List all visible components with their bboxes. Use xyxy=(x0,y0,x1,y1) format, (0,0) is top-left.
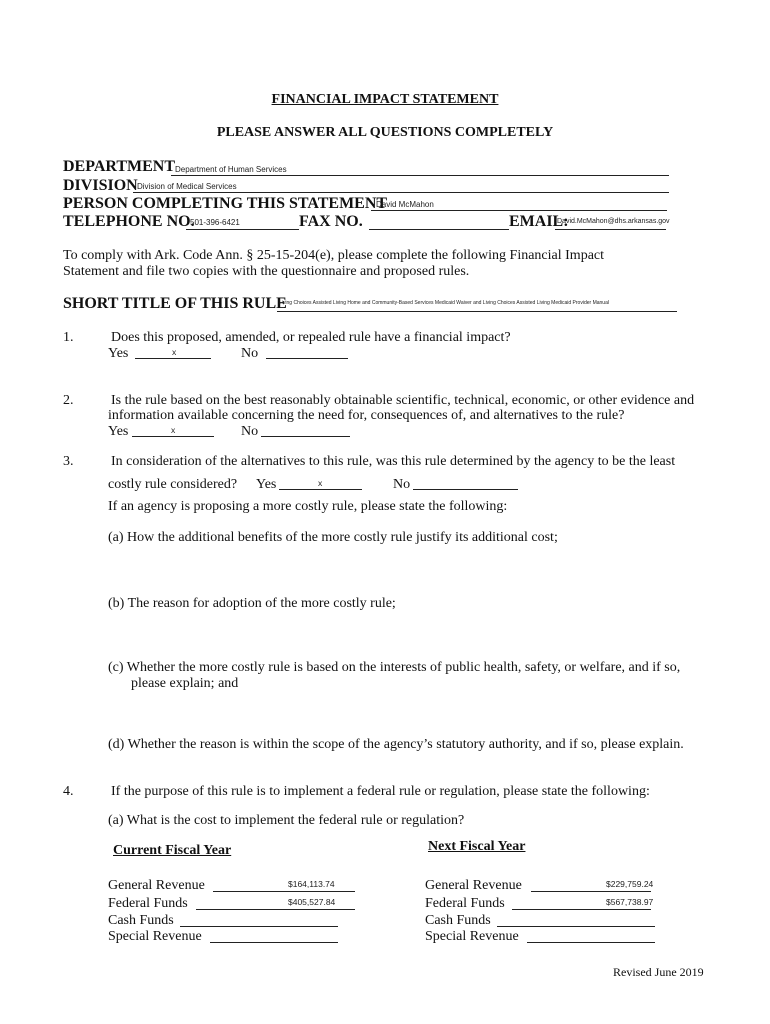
q3-item-d: (d) Whether the reason is within the scope of the agency’s statutory authority, and if so, please explain. xyxy=(108,737,684,752)
current-general-revenue-label: General Revenue xyxy=(108,878,205,893)
next-special-revenue-line xyxy=(527,942,655,943)
q4-number: 4. xyxy=(63,784,74,799)
next-federal-funds-line xyxy=(512,909,651,910)
q4-item-a: (a) What is the cost to implement the federal rule or regulation? xyxy=(108,813,465,828)
q3-item-b: (b) The reason for adoption of the more costly rule; xyxy=(108,596,396,611)
q2-yes-line xyxy=(132,436,214,437)
q3-number: 3. xyxy=(63,454,74,469)
division-field[interactable]: Division of Medical Services xyxy=(137,182,237,191)
q3-yes-line xyxy=(279,489,362,490)
next-fiscal-year-heading: Next Fiscal Year xyxy=(428,839,526,854)
current-special-revenue-line xyxy=(210,942,338,943)
current-special-revenue-label: Special Revenue xyxy=(108,929,202,944)
current-general-revenue-field[interactable]: $164,113.74 xyxy=(288,879,335,889)
revised-date: Revised June 2019 xyxy=(613,965,704,979)
q3-instruction: If an agency is proposing a more costly rule, please state the following: xyxy=(108,499,508,514)
q2-yes-field[interactable]: x xyxy=(171,425,176,435)
q1-yes-field[interactable]: x xyxy=(172,347,177,357)
current-fiscal-year-heading: Current Fiscal Year xyxy=(113,843,232,858)
q2-line-1: Is the rule based on the best reasonably obtainable scientific, technical, economic, or other evidence and xyxy=(111,393,695,408)
next-federal-funds-label: Federal Funds xyxy=(425,896,505,911)
q3-item-c-line-2: please explain; and xyxy=(131,676,239,691)
q4-text: If the purpose of this rule is to implement a federal rule or regulation, please state the following: xyxy=(111,784,650,799)
q2-yes-label: Yes xyxy=(108,424,129,439)
q3-line-2: costly rule considered? xyxy=(108,477,238,492)
q3-item-a: (a) How the additional benefits of the more costly rule justify its additional cost; xyxy=(108,530,558,545)
person-field[interactable]: David McMahon xyxy=(376,200,434,209)
email-label: EMAIL: xyxy=(509,213,569,230)
next-general-revenue-field[interactable]: $229,759.24 xyxy=(606,879,654,889)
q1-no-label: No xyxy=(241,346,259,361)
intro-line-1: To comply with Ark. Code Ann. § 25-15-204(e), please complete the following Financial Impact xyxy=(63,248,605,263)
intro-line-2: Statement and file two copies with the questionnaire and proposed rules. xyxy=(63,264,470,279)
division-label: DIVISION xyxy=(63,177,138,194)
q3-line-1: In consideration of the alternatives to this rule, was this rule determined by the agency to be the least xyxy=(111,454,676,469)
q1-yes-line xyxy=(135,358,211,359)
short-title-label: SHORT TITLE OF THIS RULE xyxy=(63,295,287,312)
email-field[interactable]: David.McMahon@dhs.arkansas.gov xyxy=(557,218,670,225)
form-title: FINANCIAL IMPACT STATEMENT xyxy=(271,92,499,107)
current-cash-funds-label: Cash Funds xyxy=(108,913,174,928)
current-federal-funds-field[interactable]: $405,527.84 xyxy=(288,897,336,907)
next-special-revenue-label: Special Revenue xyxy=(425,929,519,944)
next-general-revenue-line xyxy=(531,891,651,892)
fax-line xyxy=(369,229,509,230)
q3-no-label: No xyxy=(393,477,411,492)
division-line xyxy=(133,192,669,193)
next-cash-funds-label: Cash Funds xyxy=(425,913,491,928)
short-title-field[interactable]: Living Choices Assisted Living Home and Community-Based Services Medicaid Waiver and Living Choices Assisted Living Medicaid Provider Manual xyxy=(279,300,609,306)
form-subtitle: PLEASE ANSWER ALL QUESTIONS COMPLETELY xyxy=(216,125,554,140)
department-field[interactable]: Department of Human Services xyxy=(175,165,287,174)
person-label: PERSON COMPLETING THIS STATEMENT xyxy=(63,195,388,212)
telephone-label: TELEPHONE NO. xyxy=(63,213,195,230)
next-federal-funds-field[interactable]: $567,738.97 xyxy=(606,897,654,907)
next-general-revenue-label: General Revenue xyxy=(425,878,522,893)
q2-number: 2. xyxy=(63,393,74,408)
department-label: DEPARTMENT xyxy=(63,158,176,175)
telephone-line xyxy=(186,229,299,230)
q1-text: Does this proposed, amended, or repealed rule have a financial impact? xyxy=(111,330,511,345)
fax-label: FAX NO. xyxy=(299,213,363,230)
q3-yes-label: Yes xyxy=(256,477,277,492)
person-line xyxy=(371,210,667,211)
q1-yes-label: Yes xyxy=(108,346,129,361)
department-line xyxy=(171,175,669,176)
q1-no-line xyxy=(266,358,348,359)
q3-item-c-line-1: (c) Whether the more costly rule is based on the interests of public health, safety, or welfare, and if so, xyxy=(108,660,681,675)
current-federal-funds-line xyxy=(196,909,355,910)
next-cash-funds-line xyxy=(497,926,655,927)
q3-yes-field[interactable]: x xyxy=(318,478,323,488)
telephone-field[interactable]: 501-396-6421 xyxy=(190,218,240,227)
q2-no-line xyxy=(261,436,350,437)
q1-number: 1. xyxy=(63,330,74,345)
q3-no-line xyxy=(413,489,518,490)
short-title-line xyxy=(277,311,677,312)
q2-no-label: No xyxy=(241,424,259,439)
current-general-revenue-line xyxy=(213,891,355,892)
email-line xyxy=(555,229,666,230)
current-cash-funds-line xyxy=(180,926,338,927)
q2-line-2: information available concerning the need for, consequences of, and alternatives to the rule? xyxy=(108,408,625,423)
current-federal-funds-label: Federal Funds xyxy=(108,896,188,911)
